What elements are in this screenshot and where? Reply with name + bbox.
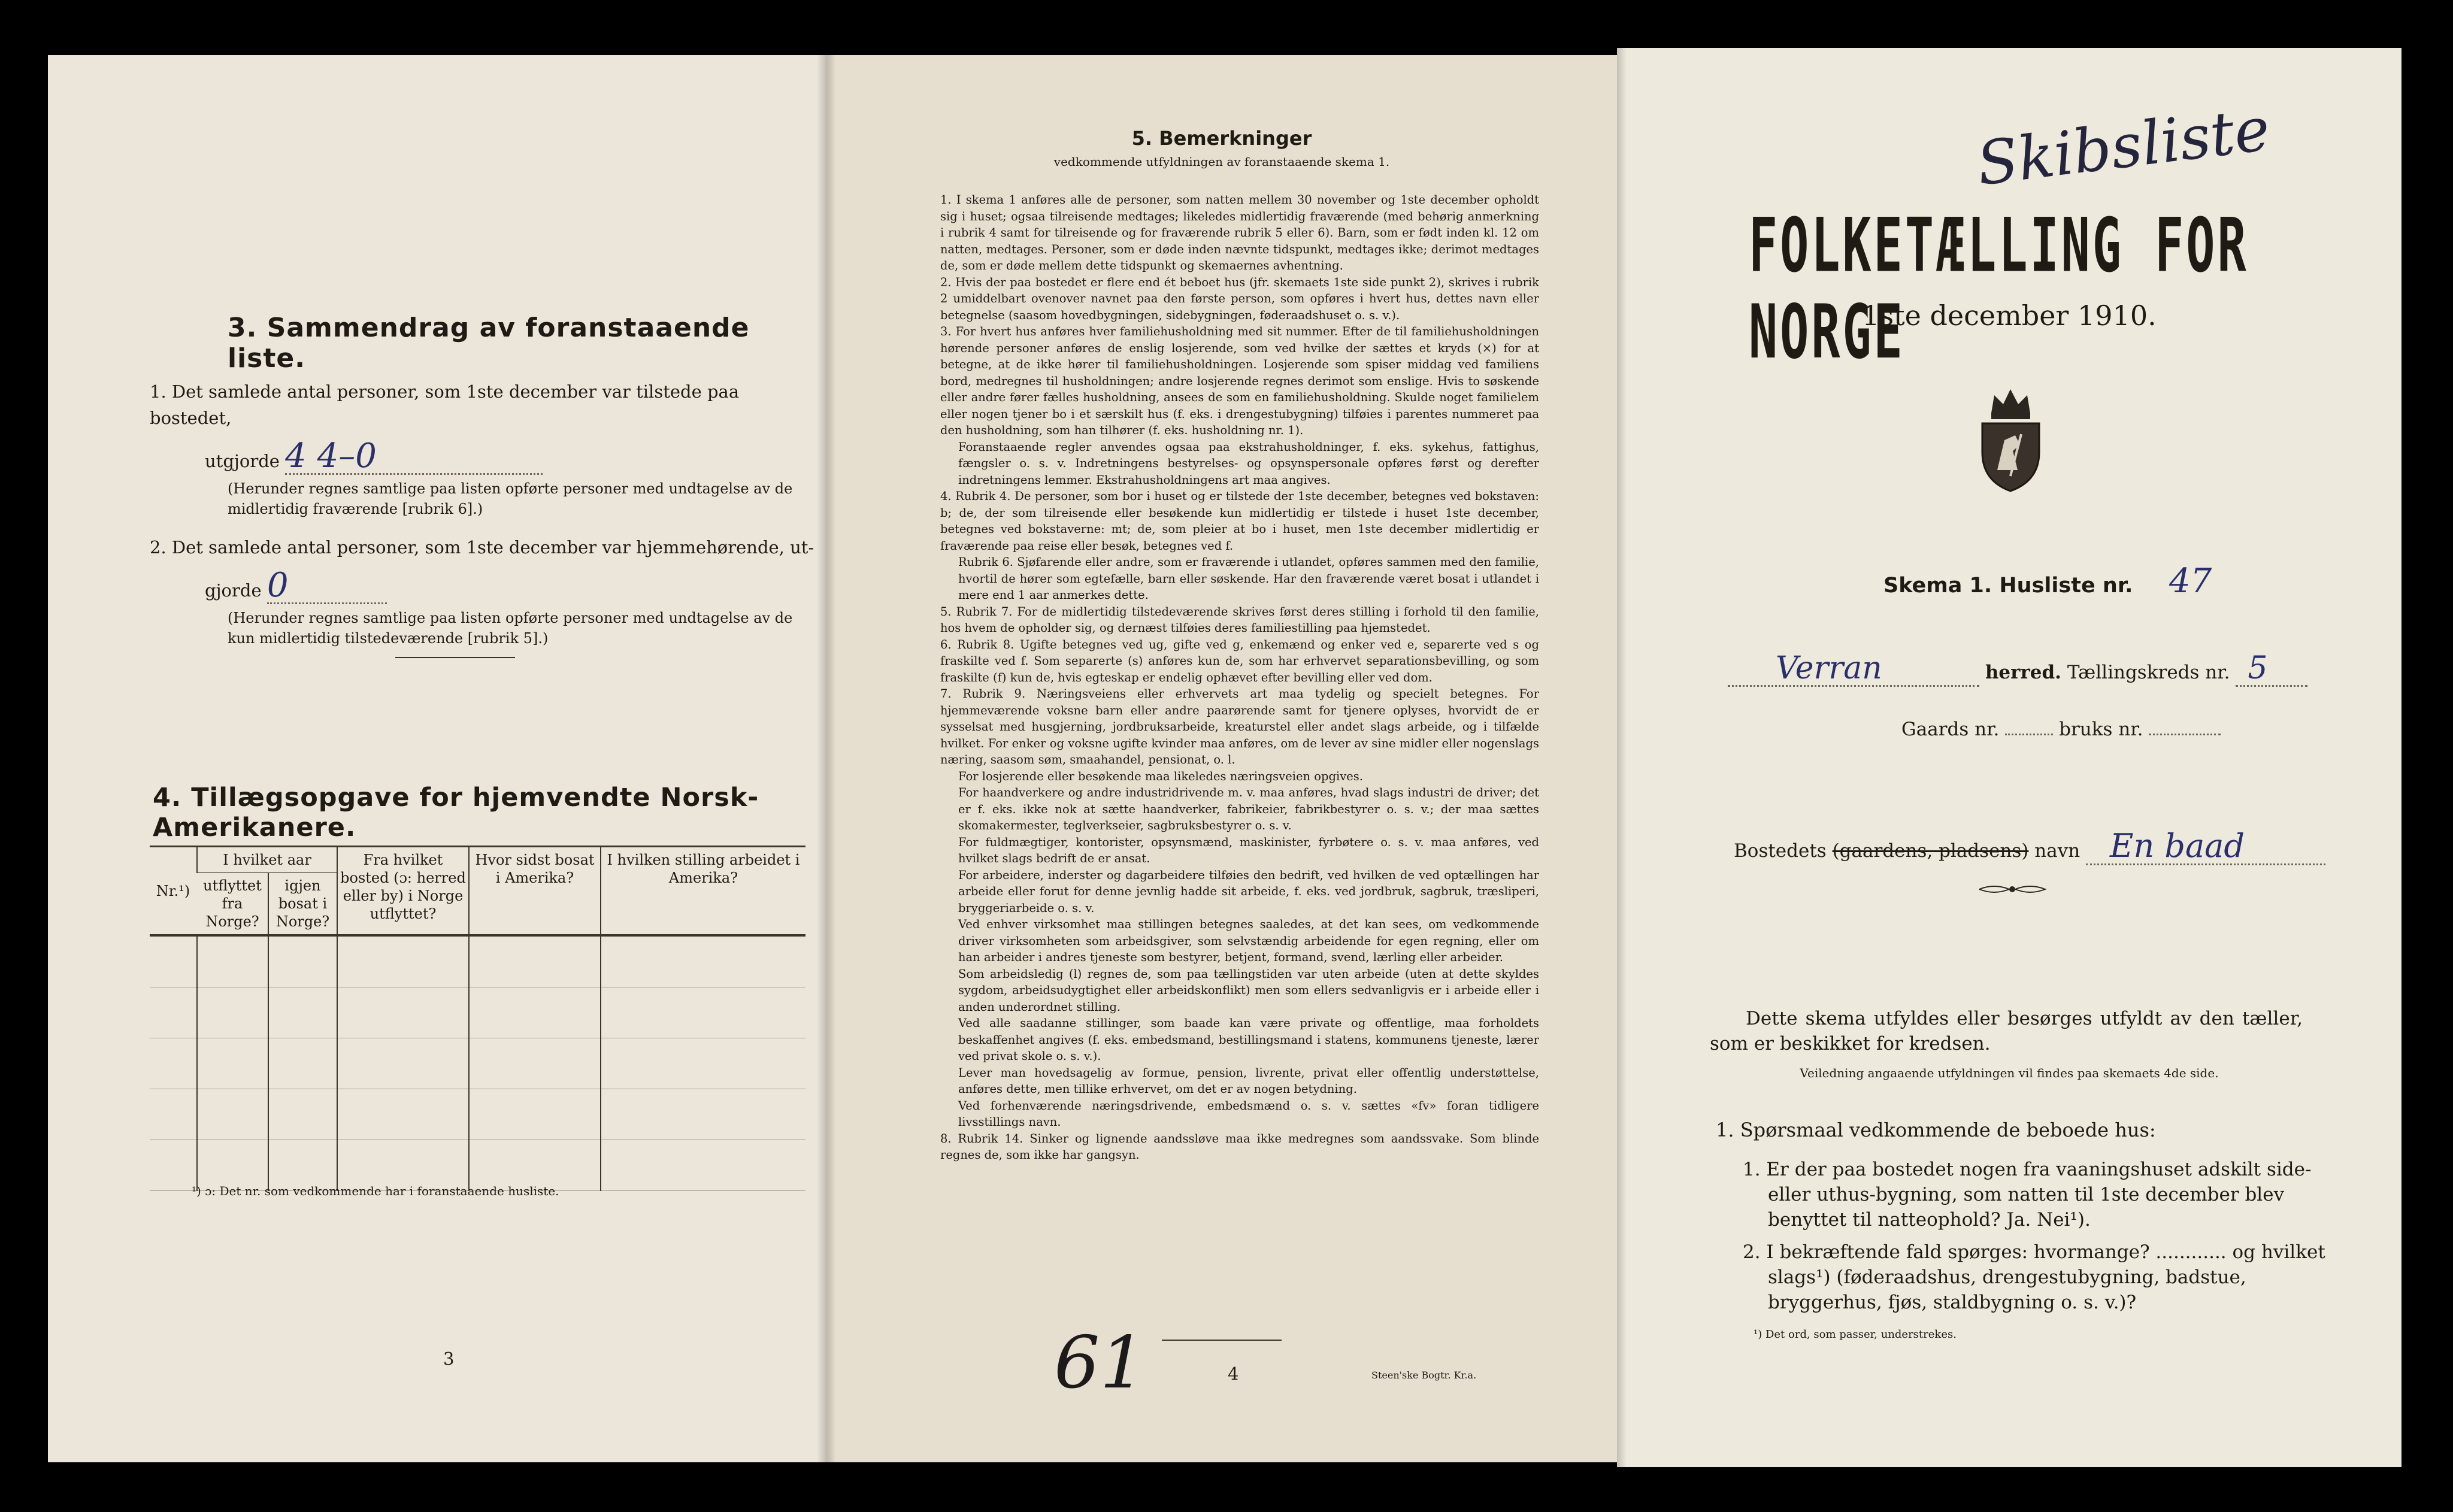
remark-paragraph: Lever man hovedsagelig av formue, pension, livrente, privat eller offentlig understøttelse, anføres dette, men tillike erhvervet, om det er av nogen betydning. bbox=[958, 1065, 1539, 1096]
col-last-residence: Hvor sidst bosat i Amerika? bbox=[469, 847, 601, 936]
handwritten-resident-count: 0 bbox=[267, 569, 387, 604]
table-row bbox=[150, 935, 805, 987]
table-row bbox=[150, 1089, 805, 1140]
left-page bbox=[48, 55, 826, 1462]
remark-paragraph: 8. Rubrik 14. Sinker og lignende aandssløve maa ikke medregnes som aandssvake. Som blinde regnes de, som ikke har gangsyn. bbox=[940, 1131, 1539, 1162]
handwritten-kreds: 5 bbox=[2248, 650, 2268, 686]
remark-paragraph: 1. I skema 1 anføres alle de personer, som natten mellem 30 november og 1ste december opholdt sig i huset; ogsaa tilreisende medtages; likeledes midlertidig fraværende (med behørig anmerkning i rubrik 4 samt for tilreisende og for fraværende rubrik 5 eller 6). Barn, som er født inden kl. 12 om natten, medtages. Personer, som er døde inden nævnte tidspunkt, medtages ikke; derimot medtages de, som er døde mellem dette tidspunkt og skemaernes avhentning. bbox=[940, 193, 1539, 272]
section3-item1-text: 1. Det samlede antal personer, som 1ste december var tilstede paa bostedet, bbox=[150, 381, 740, 428]
remark-paragraph: For haandverkere og andre industridrivende m. v. maa anføres, hvad slags industri de driver; det er f. eks. ikke nok at sætte haandverker, fabrikeier, fabrikbestyrer o. s. v.; der maa sættes skomakermester, teglverkseier, sagbruksbestyrer o. s. v. bbox=[958, 786, 1539, 832]
remark-paragraph: Ved enhver virksomhet maa stillingen betegnes saaledes, at det kan sees, om vedkommende driver virksomheten som arbeidsgiver, som selvstændig arbeidende for egen regning, eller om han arbeider i andres tjeneste som bestyrer, betjent, formand, svend, lærling eller arbeider. bbox=[958, 917, 1539, 964]
remark-paragraph: For losjerende eller besøkende maa likeledes næringsveien opgives. bbox=[958, 769, 1363, 783]
col-returned: igjen bosat i Norge? bbox=[268, 873, 337, 936]
handwritten-note: Skibsliste bbox=[1973, 93, 2274, 199]
section3-item2-text: 2. Det samlede antal personer, som 1ste december var hjemmehørende, ut- bbox=[150, 537, 814, 557]
norsk-amerikanere-table bbox=[150, 846, 805, 1191]
divider bbox=[395, 657, 515, 658]
divider bbox=[1162, 1340, 1282, 1341]
remarks-title: 5. Bemerkninger bbox=[1131, 127, 1312, 150]
section3-item2 bbox=[150, 534, 814, 649]
table-row bbox=[150, 1038, 805, 1089]
section3-title: 3. Sammendrag av foranstaaende liste. bbox=[228, 313, 750, 374]
schema-label: Skema 1. Husliste nr. bbox=[1883, 574, 2133, 598]
kreds-label: Tællingskreds nr. bbox=[2067, 662, 2230, 683]
footnote: ¹) ɔ: Det nr. som vedkommende har i foranstaaende husliste. bbox=[192, 1184, 559, 1198]
section3-item1-label: utgjorde bbox=[205, 451, 280, 471]
questions-title: 1. Spørsmaal vedkommende de beboede hus: bbox=[1716, 1119, 2156, 1141]
handwritten-house-number: 47 bbox=[2169, 562, 2212, 601]
section3-item2-note: (Herunder regnes samtlige paa listen opførte personer med undtagelse av de kun midlertidig tilstedeværende [rubrik 5].) bbox=[228, 610, 793, 647]
remark-paragraph: 2. Hvis der paa bostedet er flere end ét beboet hus (jfr. skemaets 1ste side punkt 2), skrives i rubrik 2 umiddelbart ovenover navnet paa den første person, som opføres i hvert hus, dettes navn eller betegnelse (saasom hovedbygningen, sidebygningen, føderaadshuset o. s. v.). bbox=[940, 275, 1539, 322]
remark-paragraph: Foranstaaende regler anvendes ogsaa paa ekstrahusholdninger, f. eks. sykehus, fattighus, fængsler o. s. v. Indretningens bestyrelses- og opsynspersonale opføres først og derefter indretningens lemmer. Ekstrahusholdningens art maa angives. bbox=[958, 440, 1539, 487]
page-fold-shadow bbox=[817, 55, 826, 1462]
col-position: I hvilken stilling arbeidet i Amerika? bbox=[601, 847, 805, 936]
section3-item2-label: gjorde bbox=[205, 580, 262, 601]
section3-item1 bbox=[150, 378, 814, 519]
question-1: 1. Er der paa bostedet nogen fra vaaningshuset adskilt side- eller uthus-bygning, som natten til 1ste december blev benyttet til natteophold? Ja. Nei¹). bbox=[1743, 1159, 2312, 1231]
bosted-label: Bostedets bbox=[1734, 840, 1827, 862]
handwritten-present-count: 4 4–0 bbox=[285, 440, 543, 475]
page-number: 3 bbox=[443, 1349, 455, 1369]
col-nr: Nr.¹) bbox=[156, 882, 190, 899]
section3-item1-note: (Herunder regnes samtlige paa listen opførte personer med undtagelse av de midlertidig fraværende [rubrik 6].) bbox=[228, 480, 793, 517]
remark-paragraph: For arbeidere, inderster og dagarbeidere tilføies den bedrift, ved hvilken de ved optællingen har arbeide eller forut for denne jevnlig hadde sit arbeide, f. eks. ved jordbruk, sagbruk, træsliperi, bryggeriarbeide o. s. v. bbox=[958, 868, 1539, 915]
gaards-label: Gaards nr. bbox=[1901, 719, 2000, 740]
remark-paragraph: Ved alle saadanne stillinger, som baade kan være private og offentlige, maa forholdets beskaffenhet angives (f. eks. embedsmand, bestillingsmand i statens, kommunens tjeneste, lærer ved privat skole o. s. v.). bbox=[958, 1016, 1539, 1063]
remarks-body bbox=[940, 192, 1539, 1163]
remark-paragraph: Rubrik 6. Sjøfarende eller andre, som er fraværende i utlandet, opføres sammen med den familie, hvortil de hører som egtefælle, barn eller søskende. Har den fraværende været bosat i utlandet i mere end 1 aar anmerkes dette. bbox=[958, 555, 1539, 602]
intro-small: Veiledning angaaende utfyldningen vil findes paa skemaets 4de side. bbox=[1800, 1066, 2219, 1080]
remark-paragraph: Som arbeidsledig (l) regnes de, som paa tællingstiden var uten arbeide (uten at dette skyldes sygdom, arbeidsudygtighet eller arbeidskonflikt) men som ellers sedvanligvis er i arbeide eller i anden underordnet stilling. bbox=[958, 966, 1539, 1014]
col-group-year: I hvilket aar bbox=[197, 847, 337, 873]
bosted-line bbox=[1734, 827, 2325, 865]
handwritten-number: 61 bbox=[1054, 1322, 1146, 1405]
bosted-label-struck: (gaardens, pladsens) bbox=[1832, 840, 2029, 862]
section4-title: 4. Tillægsopgave for hjemvendte Norsk-Amerikanere. bbox=[153, 783, 759, 843]
herred-line bbox=[1728, 650, 2333, 687]
remark-paragraph: Ved forhenværende næringsdrivende, embedsmænd o. s. v. sættes «fv» foran tidligere livsstillings navn. bbox=[958, 1098, 1539, 1129]
remark-paragraph: 7. Rubrik 9. Næringsveiens eller erhvervets art maa tydelig og specielt betegnes. For hjemmeværende voksne barn eller andre paarørende samt for tjenere oplyses, hvorvidt de er sysselsat med husgjerning, jordbruksarbeide, kreaturstel eller andet slags arbeide, og i tilfælde hvilket. For enker og voksne ugifte kvinder maa anføres, om de lever av sine midler eller nogenslags næring, saasom søm, smaahandel, pensionat, o. l. bbox=[940, 687, 1539, 766]
ornament-icon bbox=[1976, 880, 2048, 898]
remarks-subtitle: vedkommende utfyldningen av foranstaaende skema 1. bbox=[1053, 154, 1390, 169]
intro-text: Dette skema utfyldes eller besørges utfyldt av den tæller, som er beskikket for kredsen. bbox=[1710, 1008, 2303, 1055]
page-number: 4 bbox=[1228, 1363, 1239, 1384]
right-page bbox=[1617, 48, 2401, 1467]
document-title: FOLKETÆLLING FOR NORGE bbox=[1749, 202, 2249, 375]
page-fold-shadow bbox=[826, 55, 836, 1462]
census-date: 1ste december 1910. bbox=[1862, 299, 2157, 332]
page-fold-shadow bbox=[1617, 48, 1627, 1467]
bruks-label: bruks nr. bbox=[2059, 719, 2143, 740]
remark-paragraph: For fuldmægtiger, kontorister, opsynsmænd, maskinister, fyrbøtere o. s. v. maa anføres, ved hvilket slags bedrift de er ansat. bbox=[958, 835, 1539, 865]
col-from-place: Fra hvilket bosted (ɔ: herred eller by) i Norge utflyttet? bbox=[337, 847, 469, 936]
col-emigrated: utflyttet fra Norge? bbox=[203, 877, 262, 930]
printer-mark: Steen'ske Bogtr. Kr.a. bbox=[1371, 1369, 1477, 1381]
handwritten-herred: Verran bbox=[1776, 650, 1882, 686]
handwritten-bosted: En baad bbox=[2110, 827, 2245, 865]
question-2: 2. I bekræftende fald spørges: hvormange? ............ og hvilket slags¹) (føderaadshus, drengestubygning, badstue, bryggerhus, fjøs, staldbygning o. s. v.)? bbox=[1743, 1241, 2325, 1313]
bosted-label-name: navn bbox=[2034, 840, 2080, 862]
middle-page bbox=[826, 55, 1617, 1462]
herred-label: herred. bbox=[1985, 662, 2061, 683]
remark-paragraph: 4. Rubrik 4. De personer, som bor i huset og er tilstede der 1ste december, betegnes ved bokstaven: b; de, der som tilreisende eller besøkende kun midlertidig er tilstede i huset 1ste december, betegnes ved bokstaverne: mt; de, som pleier at bo i huset, men 1ste december midlertidig er fraværende paa reise eller besøk, betegnes ved f. bbox=[940, 489, 1539, 553]
remark-paragraph: 5. Rubrik 7. For de midlertidig tilstedeværende skrives først deres stilling i forhold til den familie, hos hvem de opholder sig, og dernæst tilføies deres familiestilling paa hjemstedet. bbox=[940, 604, 1539, 635]
table-body bbox=[150, 935, 805, 1191]
table-row bbox=[150, 987, 805, 1038]
remark-paragraph: 6. Rubrik 8. Ugifte betegnes ved ug, gifte ved g, enkemænd og enker ved e, separerte ved s og fraskilte ved f. Som separerte (s) anføres kun de, som har erhvervet separationsbevilling, og som fraskilte (f) kun de, hvis egteskap er endelig ophævet efter bevilling eller ved dom. bbox=[940, 637, 1539, 684]
footnote: ¹) Det ord, som passer, understrekes. bbox=[1754, 1328, 1957, 1341]
gaards-line bbox=[1901, 717, 2221, 742]
remark-paragraph: 3. For hvert hus anføres hver familiehusholdning med sit nummer. Efter de til familiehusholdningen hørende personer anføres de enslig losjerende, som ved hvilke der sættes et kryds (×) for at betegne, at de ikke hører til familiehusholdningen. Losjerende som spiser middag ved familiens bord, medregnes til husholdningen; andre losjerende regnes derimot som enslige. Hvis to søskende eller andre fører fælles husholdning, ansees de som en familiehusholdning. Skulde noget familielem eller nogen tjener bo i et særskilt hus (f. eks. i drengestubygning) tilføies i parentes nummeret paa den husholdning, som han tilhører (f. eks. husholdning nr. 1). bbox=[940, 325, 1539, 437]
coat-of-arms-icon bbox=[1973, 380, 2048, 494]
